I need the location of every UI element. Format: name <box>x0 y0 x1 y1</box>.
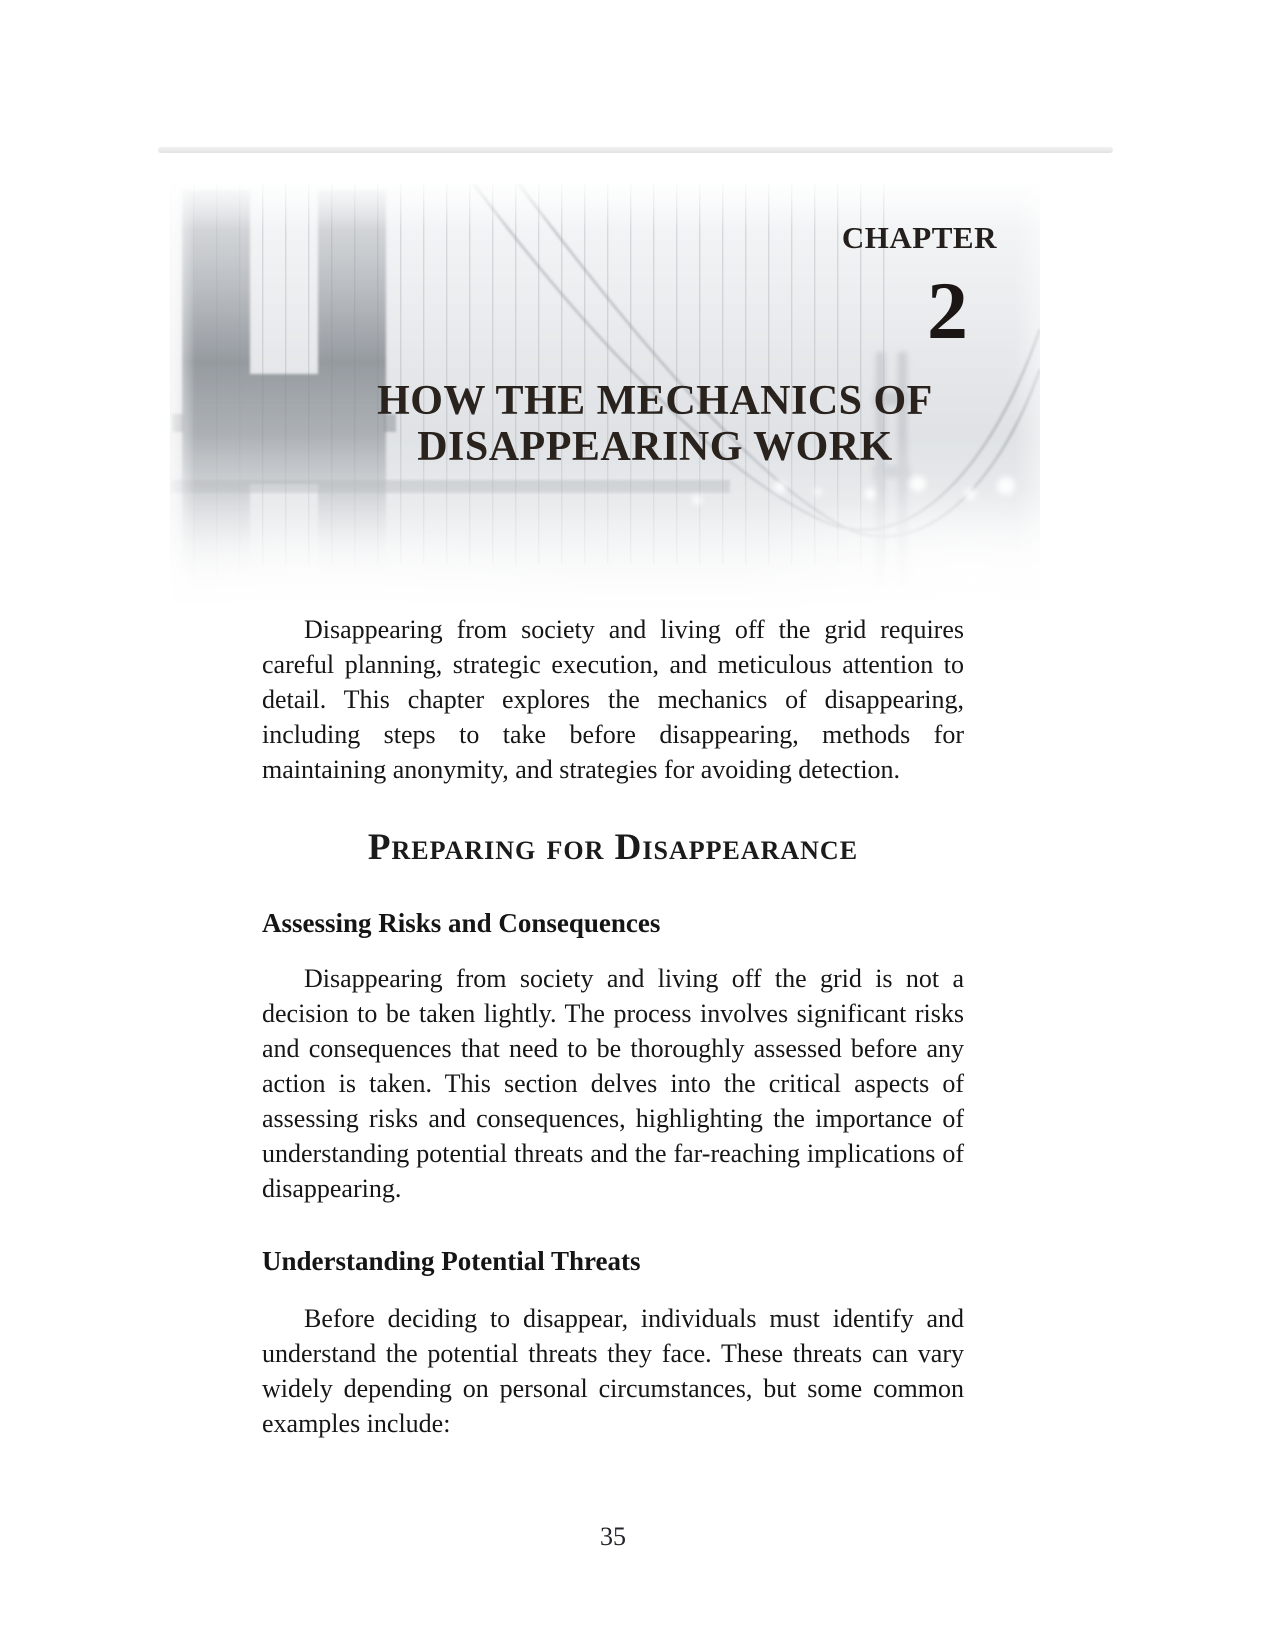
chapter-title-line2: DISAPPEARING WORK <box>417 424 893 470</box>
chapter-label: CHAPTER <box>841 220 997 255</box>
chapter-title <box>365 378 945 470</box>
potential-threats-paragraph: Before deciding to disappear, individuals must identify and understand the potential threats they face. These threats can vary widely depending on personal circumstances, but some common examples include: <box>262 1304 964 1438</box>
chapter-number: 2 <box>927 265 968 356</box>
intro-paragraph: Disappearing from society and living off the grid requires careful planning, strategic execution, and meticulous attention to detail. This chapter explores the mechanics of disappearing, including steps to take before disappearing, methods for maintaining anonymity, and strategies for avoiding detection. <box>262 615 964 784</box>
section-heading-preparing: Preparing for Disappearance <box>367 827 859 868</box>
subsection-heading-assessing-risks: Assessing Risks and Consequences <box>262 908 661 938</box>
chapter-title-line1: HOW THE MECHANICS OF <box>377 378 933 424</box>
chapter-hero <box>170 184 1040 612</box>
subsection-heading-potential-threats: Understanding Potential Threats <box>262 1246 641 1276</box>
page-number: 35 <box>600 1522 626 1551</box>
assessing-risks-paragraph: Disappearing from society and living off the grid is not a decision to be taken lightly. The process involves significant risks and consequences that need to be thoroughly assessed before any action is taken. This section delves into the critical aspects of assessing risks and consequences, highlighting the importance of understanding potential threats and the far-reaching implications of disappearing. <box>262 964 964 1203</box>
header-rule <box>158 147 1113 153</box>
